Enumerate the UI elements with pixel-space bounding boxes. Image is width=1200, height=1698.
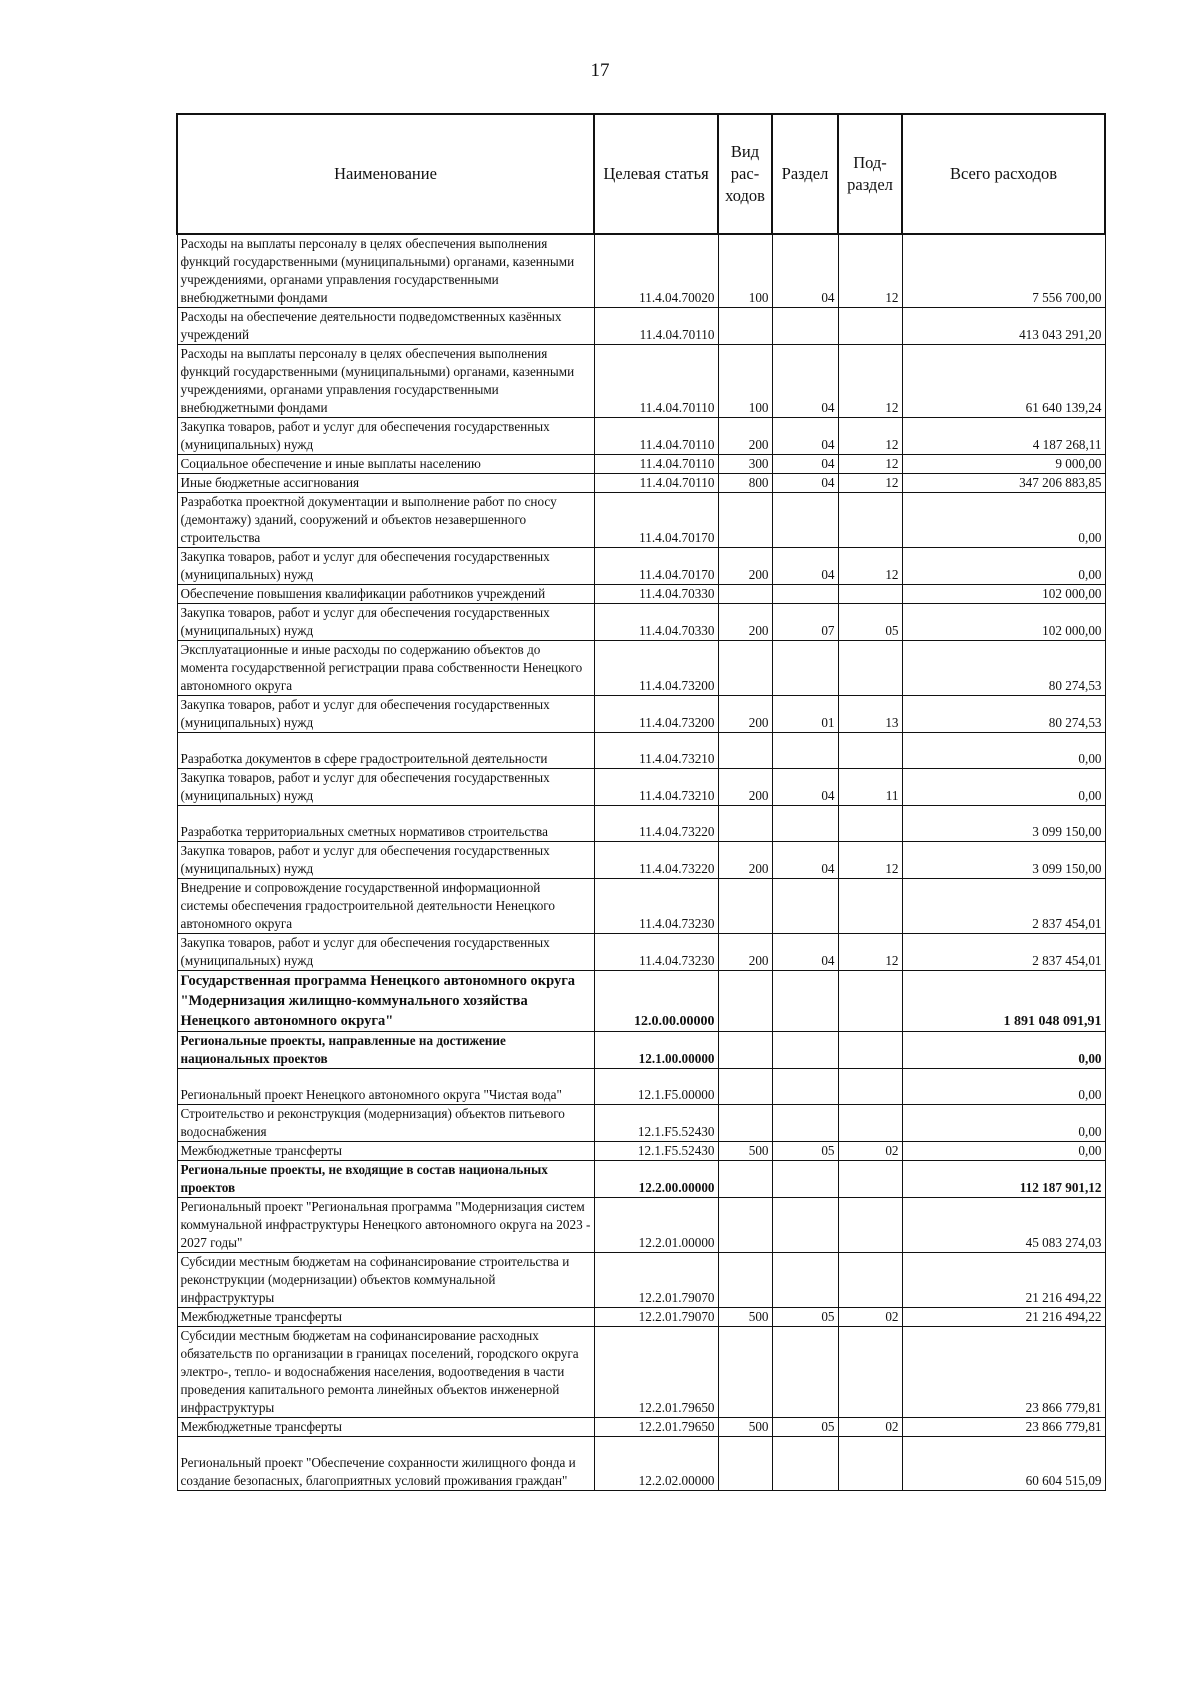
row-name: Иные бюджетные ассигнования: [177, 474, 594, 493]
table-row: [177, 1198, 1105, 1253]
row-target-article: 12.2.01.00000: [594, 1198, 718, 1253]
row-section: 04: [772, 934, 838, 971]
row-section: [772, 971, 838, 1032]
row-subsection: [838, 308, 902, 345]
row-subsection: 12: [838, 548, 902, 585]
row-subsection: 11: [838, 769, 902, 806]
row-expense-type: 500: [718, 1418, 772, 1437]
row-expense-type: [718, 806, 772, 842]
row-expense-type: [718, 1032, 772, 1069]
table-row: [177, 879, 1105, 934]
row-name: Региональные проекты, не входящие в состав национальных проектов: [177, 1161, 594, 1198]
row-total: 0,00: [902, 493, 1105, 548]
table-row: [177, 1327, 1105, 1418]
row-total: 0,00: [902, 769, 1105, 806]
row-total: 2 837 454,01: [902, 934, 1105, 971]
row-section: 04: [772, 769, 838, 806]
header-subsection: Под-раздел: [838, 114, 902, 234]
row-total: 0,00: [902, 1142, 1105, 1161]
row-name: Расходы на обеспечение деятельности подведомственных казённых учреждений: [177, 308, 594, 345]
row-name: Межбюджетные трансферты: [177, 1308, 594, 1327]
row-section: 05: [772, 1418, 838, 1437]
row-total: 60 604 515,09: [902, 1437, 1105, 1491]
row-name: Региональный проект Ненецкого автономного округа "Чистая вода": [177, 1069, 594, 1105]
row-target-article: 11.4.04.70330: [594, 585, 718, 604]
row-expense-type: [718, 1069, 772, 1105]
row-name: Социальное обеспечение и иные выплаты населению: [177, 455, 594, 474]
row-subsection: 05: [838, 604, 902, 641]
table-row: [177, 1253, 1105, 1308]
row-expense-type: 300: [718, 455, 772, 474]
row-expense-type: [718, 1437, 772, 1491]
row-total: 0,00: [902, 1105, 1105, 1142]
row-total: 102 000,00: [902, 604, 1105, 641]
row-expense-type: 100: [718, 345, 772, 418]
table-row: [177, 345, 1105, 418]
row-target-article: 11.4.04.73220: [594, 842, 718, 879]
row-name: Разработка территориальных сметных нормативов строительства: [177, 806, 594, 842]
row-target-article: 12.1.F5.52430: [594, 1142, 718, 1161]
row-name: Государственная программа Ненецкого автономного округа "Модернизация жилищно-коммунального хозяйства Ненецкого автономного округа": [177, 971, 594, 1032]
row-section: [772, 1198, 838, 1253]
row-total: 80 274,53: [902, 641, 1105, 696]
row-subsection: 12: [838, 234, 902, 308]
row-subsection: 02: [838, 1308, 902, 1327]
table-row: [177, 842, 1105, 879]
row-target-article: 12.1.F5.00000: [594, 1069, 718, 1105]
row-subsection: [838, 733, 902, 769]
row-name: Расходы на выплаты персоналу в целях обеспечения выполнения функций государственными (муниципальными) органами, казенными учреждениями, органами управления государственными внебюджетными фондами: [177, 234, 594, 308]
table-row: [177, 604, 1105, 641]
table-row: [177, 733, 1105, 769]
row-name: Обеспечение повышения квалификации работников учреждений: [177, 585, 594, 604]
row-section: [772, 308, 838, 345]
row-expense-type: [718, 971, 772, 1032]
row-total: 413 043 291,20: [902, 308, 1105, 345]
row-expense-type: [718, 1327, 772, 1418]
table-row: [177, 548, 1105, 585]
table-row: [177, 1142, 1105, 1161]
row-section: 05: [772, 1142, 838, 1161]
row-subsection: [838, 493, 902, 548]
row-name: Межбюджетные трансферты: [177, 1142, 594, 1161]
row-expense-type: [718, 1198, 772, 1253]
row-section: 04: [772, 548, 838, 585]
header-row: [177, 114, 1105, 234]
row-section: [772, 1161, 838, 1198]
row-name: Субсидии местным бюджетам на софинансирование расходных обязательств по организации в границах поселений, городского округа электро-, тепло- и водоснабжения населения, водоотведения в части проведения капитального ремонта линейных объектов инженерной инфраструктуры: [177, 1327, 594, 1418]
row-total: 23 866 779,81: [902, 1327, 1105, 1418]
row-expense-type: [718, 1105, 772, 1142]
row-total: 4 187 268,11: [902, 418, 1105, 455]
row-section: 04: [772, 455, 838, 474]
row-target-article: 12.2.01.79070: [594, 1308, 718, 1327]
row-total: 80 274,53: [902, 696, 1105, 733]
table-row: [177, 474, 1105, 493]
row-subsection: [838, 641, 902, 696]
row-subsection: 12: [838, 455, 902, 474]
row-target-article: 11.4.04.70110: [594, 418, 718, 455]
row-section: [772, 493, 838, 548]
row-name: Закупка товаров, работ и услуг для обеспечения государственных (муниципальных) нужд: [177, 696, 594, 733]
row-total: 23 866 779,81: [902, 1418, 1105, 1437]
row-target-article: 11.4.04.73230: [594, 934, 718, 971]
row-total: 0,00: [902, 548, 1105, 585]
table-row: [177, 1105, 1105, 1142]
row-section: [772, 733, 838, 769]
table-row: [177, 1437, 1105, 1491]
row-name: Межбюджетные трансферты: [177, 1418, 594, 1437]
row-total: 1 891 048 091,91: [902, 971, 1105, 1032]
row-total: 21 216 494,22: [902, 1308, 1105, 1327]
row-expense-type: 200: [718, 769, 772, 806]
row-expense-type: 800: [718, 474, 772, 493]
row-subsection: [838, 1161, 902, 1198]
row-expense-type: [718, 879, 772, 934]
row-expense-type: [718, 308, 772, 345]
table-row: [177, 1418, 1105, 1437]
row-expense-type: 200: [718, 548, 772, 585]
row-name: Закупка товаров, работ и услуг для обеспечения государственных (муниципальных) нужд: [177, 769, 594, 806]
table-row: [177, 585, 1105, 604]
table-row: [177, 455, 1105, 474]
row-section: 01: [772, 696, 838, 733]
row-total: 61 640 139,24: [902, 345, 1105, 418]
row-total: 0,00: [902, 733, 1105, 769]
row-name: Разработка документов в сфере градостроительной деятельности: [177, 733, 594, 769]
table-row: [177, 696, 1105, 733]
row-name: Строительство и реконструкция (модернизация) объектов питьевого водоснабжения: [177, 1105, 594, 1142]
row-total: 3 099 150,00: [902, 806, 1105, 842]
row-target-article: 12.2.00.00000: [594, 1161, 718, 1198]
table-row: [177, 1032, 1105, 1069]
row-name: Закупка товаров, работ и услуг для обеспечения государственных (муниципальных) нужд: [177, 548, 594, 585]
row-target-article: 11.4.04.70110: [594, 455, 718, 474]
row-subsection: 12: [838, 418, 902, 455]
row-expense-type: 500: [718, 1142, 772, 1161]
row-name: Внедрение и сопровождение государственной информационной системы обеспечения градостроительной деятельности Ненецкого автономного округа: [177, 879, 594, 934]
row-subsection: [838, 806, 902, 842]
table-row: [177, 308, 1105, 345]
row-target-article: 12.2.01.79650: [594, 1327, 718, 1418]
row-expense-type: [718, 585, 772, 604]
row-total: 7 556 700,00: [902, 234, 1105, 308]
row-target-article: 12.2.02.00000: [594, 1437, 718, 1491]
row-subsection: [838, 879, 902, 934]
row-expense-type: 100: [718, 234, 772, 308]
row-target-article: 11.4.04.70330: [594, 604, 718, 641]
row-section: [772, 879, 838, 934]
row-target-article: 11.4.04.73210: [594, 769, 718, 806]
row-section: 04: [772, 474, 838, 493]
row-total: 21 216 494,22: [902, 1253, 1105, 1308]
table-row: [177, 971, 1105, 1032]
row-subsection: [838, 1032, 902, 1069]
row-expense-type: 200: [718, 696, 772, 733]
row-total: 112 187 901,12: [902, 1161, 1105, 1198]
header-section: Раздел: [772, 114, 838, 234]
table-row: [177, 769, 1105, 806]
row-target-article: 11.4.04.73220: [594, 806, 718, 842]
row-section: 04: [772, 418, 838, 455]
row-expense-type: 200: [718, 604, 772, 641]
row-total: 0,00: [902, 1069, 1105, 1105]
row-total: 347 206 883,85: [902, 474, 1105, 493]
row-total: 3 099 150,00: [902, 842, 1105, 879]
row-target-article: 11.4.04.70110: [594, 308, 718, 345]
row-target-article: 11.4.04.73200: [594, 696, 718, 733]
row-total: 102 000,00: [902, 585, 1105, 604]
row-name: Региональный проект "Обеспечение сохранности жилищного фонда и создание безопасных, благоприятных условий проживания граждан": [177, 1437, 594, 1491]
row-target-article: 12.1.00.00000: [594, 1032, 718, 1069]
row-subsection: 13: [838, 696, 902, 733]
row-expense-type: 500: [718, 1308, 772, 1327]
table-row: [177, 806, 1105, 842]
row-target-article: 11.4.04.70110: [594, 474, 718, 493]
table-row: [177, 493, 1105, 548]
row-section: [772, 1105, 838, 1142]
row-total: 0,00: [902, 1032, 1105, 1069]
row-target-article: 11.4.04.70110: [594, 345, 718, 418]
table-row: [177, 418, 1105, 455]
row-target-article: 12.0.00.00000: [594, 971, 718, 1032]
row-expense-type: 200: [718, 934, 772, 971]
table-row: [177, 641, 1105, 696]
row-name: Региональный проект "Региональная программа "Модернизация систем коммунальной инфраструктуры Ненецкого автономного округа на 2023 - 2027 годы": [177, 1198, 594, 1253]
row-section: [772, 1327, 838, 1418]
row-subsection: 02: [838, 1142, 902, 1161]
row-target-article: 11.4.04.70020: [594, 234, 718, 308]
table-row: [177, 1069, 1105, 1105]
table-row: [177, 1161, 1105, 1198]
row-target-article: 11.4.04.70170: [594, 548, 718, 585]
row-section: [772, 1069, 838, 1105]
row-name: Закупка товаров, работ и услуг для обеспечения государственных (муниципальных) нужд: [177, 842, 594, 879]
row-subsection: [838, 971, 902, 1032]
row-section: 07: [772, 604, 838, 641]
row-subsection: [838, 1327, 902, 1418]
row-expense-type: [718, 493, 772, 548]
row-name: Субсидии местным бюджетам на софинансирование строительства и реконструкции (модернизации) объектов коммунальной инфраструктуры: [177, 1253, 594, 1308]
table-row: [177, 1308, 1105, 1327]
row-subsection: [838, 585, 902, 604]
row-target-article: 12.2.01.79070: [594, 1253, 718, 1308]
row-expense-type: 200: [718, 842, 772, 879]
row-section: 04: [772, 234, 838, 308]
row-target-article: 12.1.F5.52430: [594, 1105, 718, 1142]
row-target-article: 11.4.04.70170: [594, 493, 718, 548]
row-name: Расходы на выплаты персоналу в целях обеспечения выполнения функций государственными (муниципальными) органами, казенными учреждениями, органами управления государственными внебюджетными фондами: [177, 345, 594, 418]
row-subsection: 12: [838, 345, 902, 418]
header-total: Всего расходов: [902, 114, 1105, 234]
row-target-article: 11.4.04.73200: [594, 641, 718, 696]
row-section: [772, 585, 838, 604]
row-section: [772, 1253, 838, 1308]
row-section: 04: [772, 345, 838, 418]
row-subsection: [838, 1069, 902, 1105]
budget-table: [176, 113, 1106, 1491]
row-subsection: [838, 1437, 902, 1491]
header-target-article: Целевая статья: [594, 114, 718, 234]
row-name: Региональные проекты, направленные на достижение национальных проектов: [177, 1032, 594, 1069]
row-subsection: 12: [838, 474, 902, 493]
row-expense-type: [718, 1161, 772, 1198]
row-section: 04: [772, 842, 838, 879]
header-name: Наименование: [177, 114, 594, 234]
row-subsection: [838, 1105, 902, 1142]
row-target-article: 12.2.01.79650: [594, 1418, 718, 1437]
row-name: Закупка товаров, работ и услуг для обеспечения государственных (муниципальных) нужд: [177, 934, 594, 971]
row-section: 05: [772, 1308, 838, 1327]
row-target-article: 11.4.04.73210: [594, 733, 718, 769]
row-total: 2 837 454,01: [902, 879, 1105, 934]
row-subsection: [838, 1253, 902, 1308]
row-section: [772, 1437, 838, 1491]
row-name: Закупка товаров, работ и услуг для обеспечения государственных (муниципальных) нужд: [177, 418, 594, 455]
row-subsection: 12: [838, 934, 902, 971]
row-section: [772, 641, 838, 696]
table-row: [177, 234, 1105, 308]
row-expense-type: [718, 1253, 772, 1308]
row-name: Эксплуатационные и иные расходы по содержанию объектов до момента государственной регистрации права собственности Ненецкого автономного округа: [177, 641, 594, 696]
row-subsection: [838, 1198, 902, 1253]
row-section: [772, 806, 838, 842]
row-section: [772, 1032, 838, 1069]
row-total: 9 000,00: [902, 455, 1105, 474]
row-expense-type: [718, 733, 772, 769]
row-subsection: 12: [838, 842, 902, 879]
table-row: [177, 934, 1105, 971]
header-expense-type: Вид рас-ходов: [718, 114, 772, 234]
row-total: 45 083 274,03: [902, 1198, 1105, 1253]
row-name: Закупка товаров, работ и услуг для обеспечения государственных (муниципальных) нужд: [177, 604, 594, 641]
row-expense-type: [718, 641, 772, 696]
row-target-article: 11.4.04.73230: [594, 879, 718, 934]
row-expense-type: 200: [718, 418, 772, 455]
row-name: Разработка проектной документации и выполнение работ по сносу (демонтажу) зданий, сооружений и объектов незавершенного строительства: [177, 493, 594, 548]
row-subsection: 02: [838, 1418, 902, 1437]
page-number: 17: [590, 60, 610, 81]
